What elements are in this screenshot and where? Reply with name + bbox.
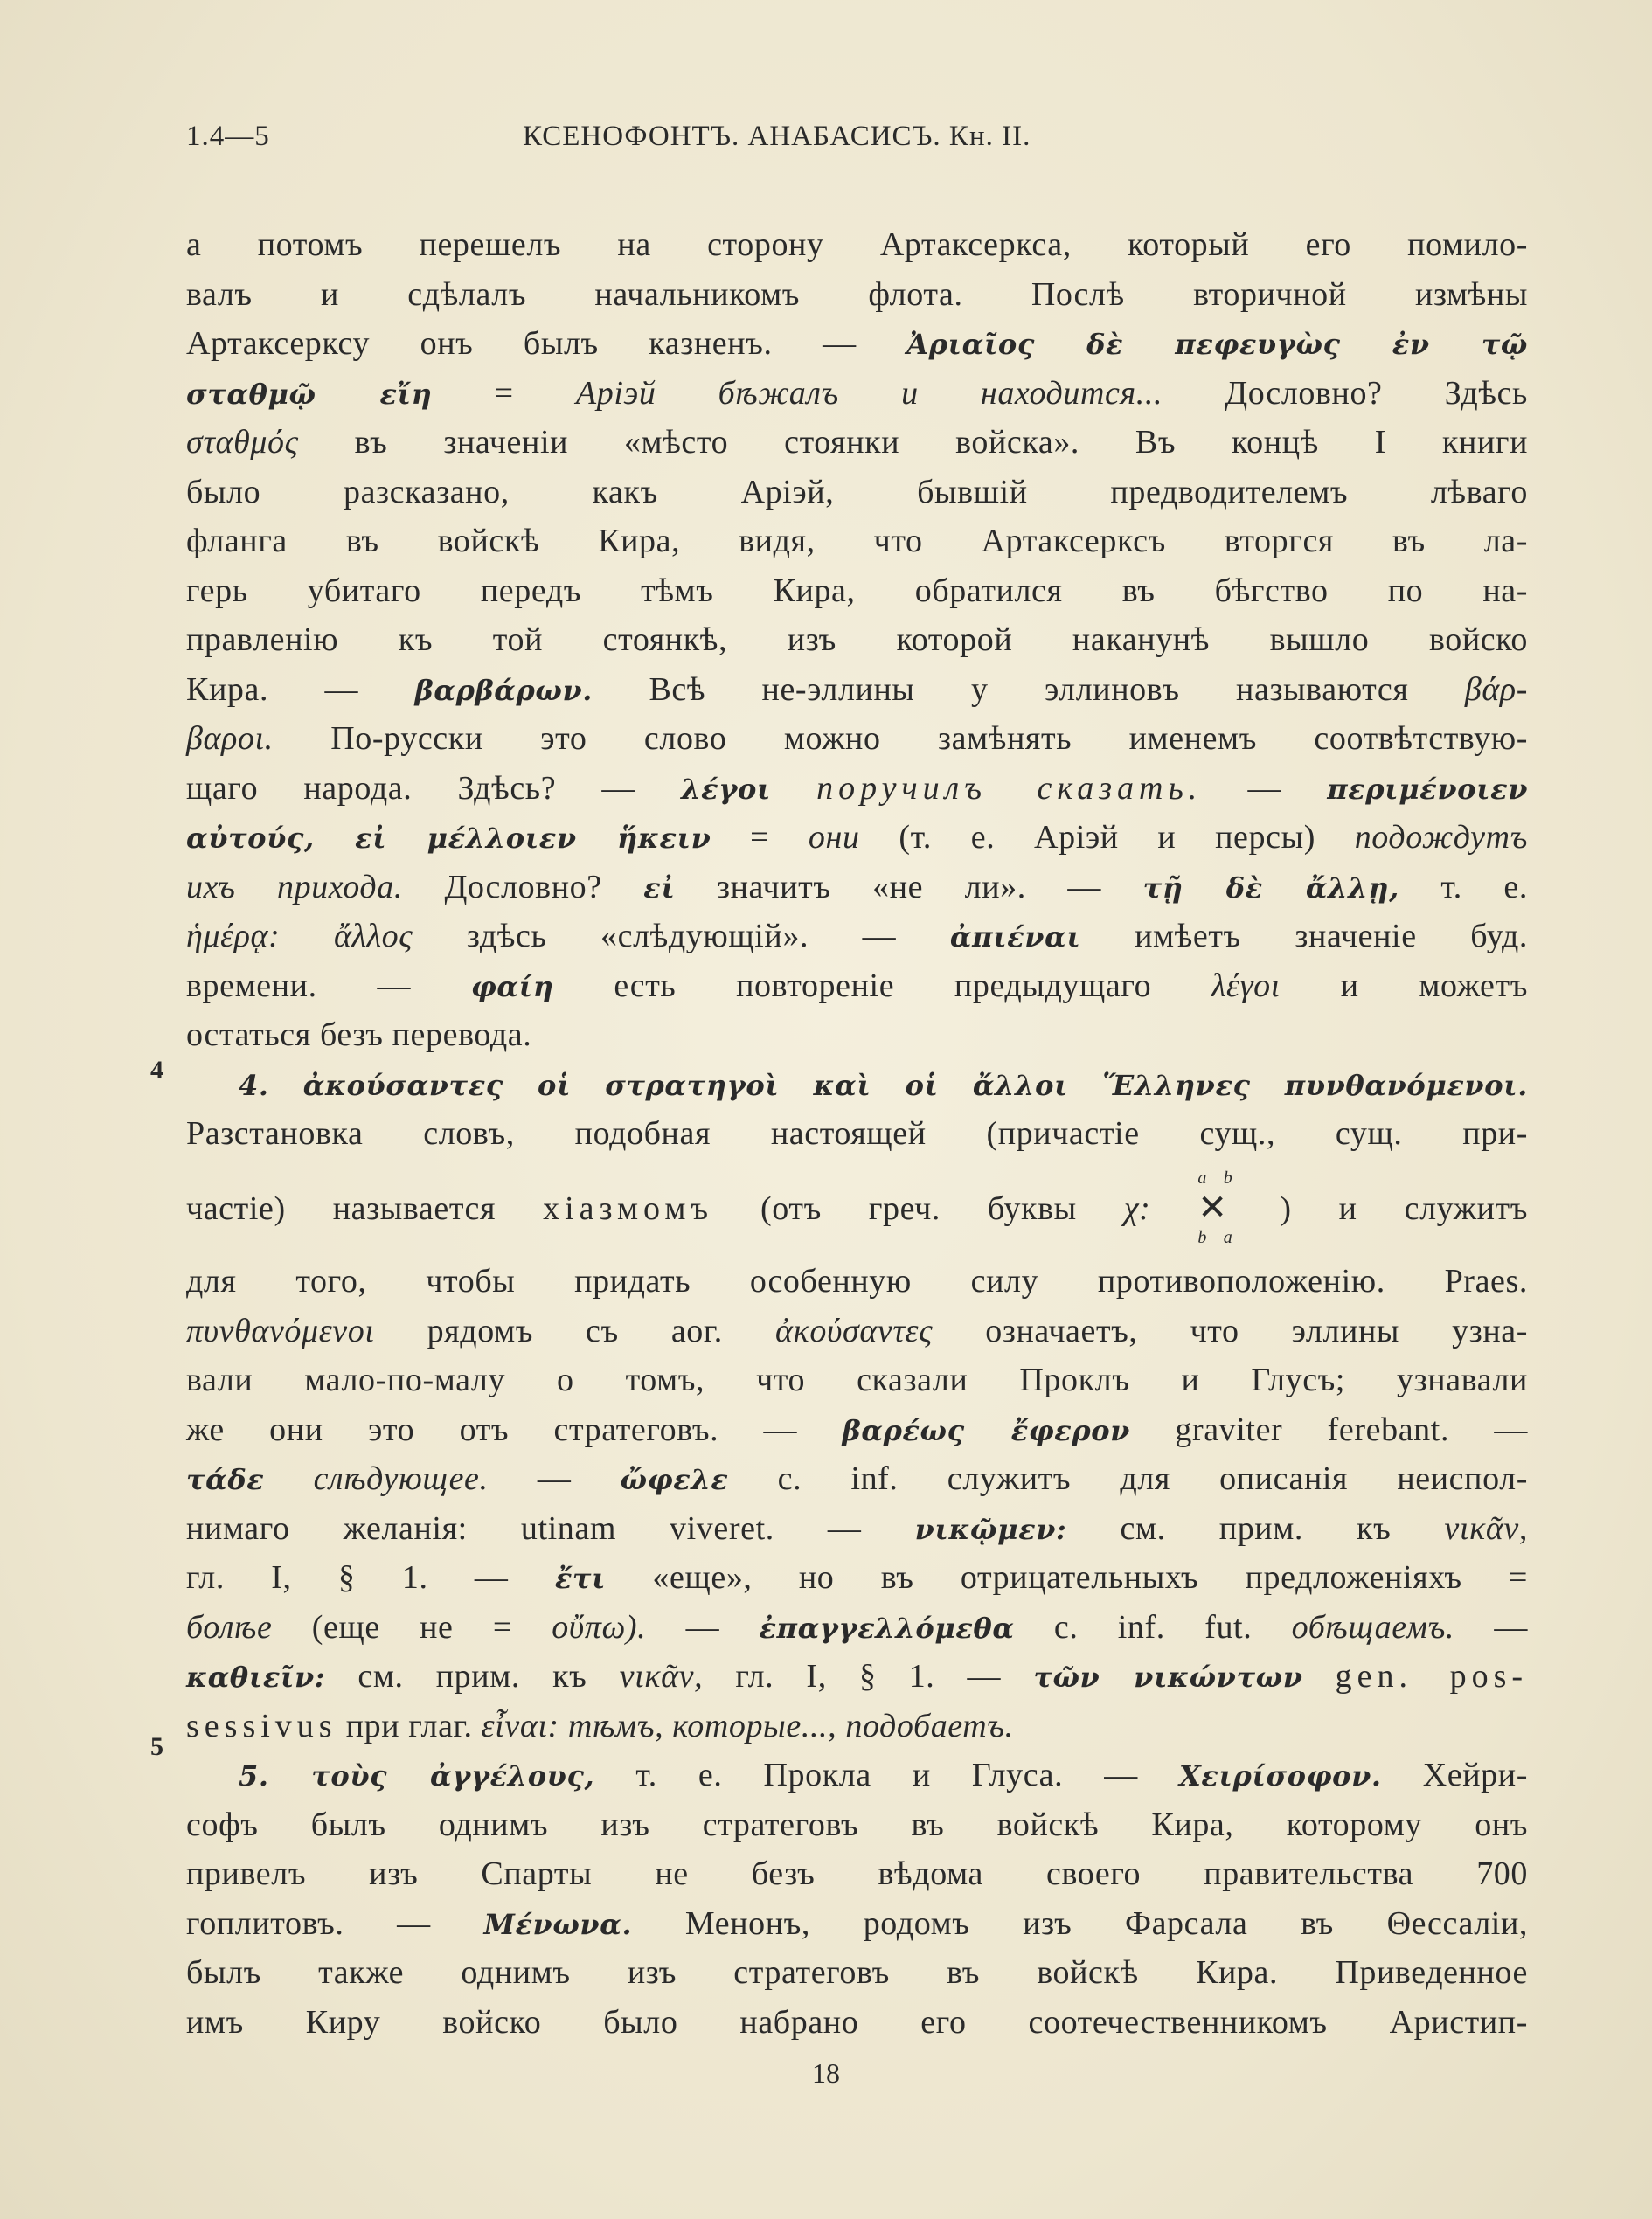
greek-quote: βαρβάρων.	[414, 673, 593, 707]
greek-word: πυνθανόμενοι	[186, 1312, 375, 1349]
chiasm-diagram: a b ✕ b a	[1197, 1168, 1233, 1247]
greek-quote: τῇ δὲ ἄλλῃ,	[1142, 870, 1399, 905]
greek-word: βαροι.	[186, 720, 274, 757]
greek-word: ἀκούσαντες	[774, 1312, 934, 1349]
text-line: Кира. — βαρβάρων. Всѣ не-эллины у эллиновъ называются βάρ-	[186, 670, 1528, 708]
running-title: КСЕНОФОНТЪ. АНАБАСИСЪ. Кн. II.	[523, 121, 1031, 152]
text-line: πυνθανόμενοι рядомъ съ аог. ἀκούσαντες означаетъ, что эллины узна-	[186, 1312, 1528, 1349]
greek-quote: φαίη	[470, 969, 554, 1003]
term: хіазмомъ	[543, 1189, 714, 1227]
text-line	[186, 1060, 1528, 1110]
text-line: αὐτούς, εἰ μέλλοιεν ἥκειν = они (т. е. Аріэй и персы) подождутъ	[186, 819, 1528, 856]
greek-word: ἡμέρᾳ: ἄλλος	[186, 918, 413, 954]
text-line: а потомъ перешелъ на сторону Артаксеркса, который его помило-	[186, 226, 1528, 263]
greek-word: εἰ	[643, 870, 676, 905]
text-line: софъ былъ однимъ изъ стратеговъ въ войскѣ Кира, которому онъ	[186, 1806, 1528, 1843]
greek-quote: ἀπιέναι	[949, 920, 1081, 953]
text-line: τάδε слѣдующее. — ὤφελε с. inf. служитъ для описанія неиспол-	[186, 1460, 1529, 1497]
text-line: σταθμῷ εἴη = Аріэй бѣжалъ и находится... Дословно? Здѣсь	[186, 374, 1528, 412]
greek-quote: ἔτι	[554, 1562, 607, 1595]
text-line: вали мало-по-малу о томъ, что сказали Проклъ и Глусъ; узнавали	[186, 1362, 1528, 1398]
greek-word: οὔπω).	[552, 1608, 647, 1646]
greek-quote: αὐτούς, εἰ μέλλοιεν ἥκειν	[186, 822, 711, 855]
text-line: былъ также однимъ изъ стратеговъ въ войскѣ Кира. Приведенное	[186, 1954, 1528, 1991]
paragraph-number-4: 4	[150, 1056, 163, 1085]
page-header	[186, 121, 1541, 156]
text-line: Артаксерксу онъ былъ казненъ. — Ἀριαῖος δὲ πεφευγὼς ἐν τῷ	[186, 325, 1528, 362]
greek-quote: βαρέως ἔφερον	[842, 1413, 1130, 1447]
text-line: 5. τοὺς ἀγγέλους, т. е. Прокла и Глуса. — Χειρίσοφον. Хейри-	[239, 1757, 1528, 1793]
spacer	[186, 1232, 1528, 1257]
spacer	[186, 1159, 1528, 1183]
text-line: щаго народа. Здѣсь? — λέγοι поручилъ сказать. — περιμένοιεν	[186, 769, 1529, 807]
text-line: остаться безъ перевода.	[186, 1016, 532, 1053]
text-line: же они это отъ стратеговъ. — βαρέως ἔφερον graviter ferebant. —	[186, 1411, 1529, 1448]
greek-word: σταθμός	[186, 424, 299, 461]
translation: ихъ прихода.	[186, 868, 403, 905]
greek-quote: ἐπαγγελλόμεθα	[759, 1611, 1015, 1645]
text-line: гл. I, § 1. — ἔτι «еще», но въ отрицательныхъ предложеніяхъ =	[186, 1559, 1528, 1596]
text-line: болѣе (еще не = οὔπω). — ἐπαγγελλόμεθα с. inf. fut. обѣщаемъ. —	[186, 1608, 1528, 1646]
greek-word: νικᾶν,	[619, 1658, 704, 1695]
greek-quote: Χειρίσοφον.	[1178, 1759, 1382, 1793]
greek-lemma: 4. ἀκούσαντες οἱ στρατηγοὶ καὶ οἱ ἄλλοι Ἕλληνες πυνθανόμενοι.	[239, 1068, 1528, 1102]
text-line: времени. — φαίη есть повтореніе предыдущаго λέγοι и можетъ	[186, 967, 1528, 1004]
greek-word: λέγοι	[1211, 967, 1281, 1004]
text-line: герь убитаго передъ тѣмъ Кира, обратился въ бѣгство по на-	[186, 572, 1528, 609]
term: gen. pos-	[1335, 1658, 1529, 1695]
text-line: гоплитовъ. — Μένωνα. Менонъ, родомъ изъ Фарсала въ Θессаліи,	[186, 1904, 1528, 1942]
text-line: βαροι. По-русски это слово можно замѣнять именемъ соотвѣтствую-	[186, 720, 1528, 757]
translation: болѣе	[186, 1608, 273, 1646]
text-line: правленію къ той стоянкѣ, изъ которой наканунѣ вышло войско	[186, 621, 1528, 658]
greek-quote: περιμένοιεν	[1327, 772, 1529, 806]
text-line: σταθμός въ значеніи «мѣсто стоянки войска». Въ концѣ I книги	[186, 424, 1528, 461]
greek-quote: ὤφελε	[620, 1463, 729, 1496]
greek-word: βάρ-	[1464, 670, 1528, 708]
section-reference: 1.4—5	[186, 121, 270, 152]
greek-quote: Μένωνα.	[483, 1907, 633, 1941]
text-line: ἡμέρᾳ: ἄλλος здѣсь «слѣдующій». — ἀπιέναι имѣетъ значеніе буд.	[186, 918, 1529, 954]
text-line: было разсказано, какъ Аріэй, бывшій предводителемъ лѣваго	[186, 473, 1528, 510]
greek-word: νικᾶν,	[1444, 1509, 1528, 1547]
text-line: фланга въ войскѣ Кира, видя, что Артаксерксъ вторгся въ ла-	[186, 523, 1528, 559]
text-line: частіе) называется хіазмомъ (отъ греч. буквы χ: a b ✕ b a ) и служитъ	[186, 1168, 1528, 1247]
greek-quote: καθιεῖν:	[186, 1661, 326, 1694]
greek-quote: τάδε	[186, 1463, 265, 1496]
text-line: имъ Киру войско было набрано его соотечественникомъ Аристип-	[186, 2003, 1528, 2041]
text-line: sessivus при глаг. εἶναι: тѣмъ, которые..., подобаетъ.	[186, 1707, 1014, 1744]
greek-quote: σταθμῷ εἴη	[186, 377, 433, 411]
greek-quote: τῶν νικώντων	[1033, 1661, 1303, 1694]
greek-quote: λέγοι	[681, 772, 771, 806]
page-number: 18	[812, 2057, 840, 2089]
greek-word: εἶναι:	[481, 1707, 559, 1744]
term: sessivus	[186, 1707, 337, 1744]
text-line: валъ и сдѣлалъ начальникомъ флота. Послѣ вторичной измѣны	[186, 275, 1528, 313]
text-line: нимаго желанія: utinam viveret. — νικῷμεν: см. прим. къ νικᾶν,	[186, 1509, 1528, 1547]
translation: поручилъ сказать.	[816, 769, 1203, 807]
text-line: для того, чтобы придать особенную силу противоположенію. Praes.	[186, 1263, 1528, 1300]
text-line: привелъ изъ Спарты не безъ вѣдома своего правительства 700	[186, 1855, 1528, 1892]
paragraph-number-5: 5	[150, 1732, 163, 1761]
translation: слѣдующее.	[313, 1460, 489, 1497]
text-line: ихъ прихода. Дословно? εἰ значитъ «не ли». — τῇ δὲ ἄλλῃ, т. е.	[186, 868, 1528, 905]
greek-quote: νικῷμεν:	[914, 1512, 1067, 1546]
commentary-text	[186, 220, 1528, 2047]
text-line: καθιεῖν: см. прим. къ νικᾶν, гл. I, § 1. — τῶν νικώντων gen. pos-	[186, 1658, 1529, 1695]
translation: тѣмъ, которые..., подобаетъ.	[567, 1707, 1014, 1744]
text-line: Разстановка словъ, подобная настоящей (причастіе сущ., сущ. при-	[186, 1115, 1528, 1152]
translation: Аріэй бѣжалъ и находится...	[575, 374, 1163, 412]
translation: они	[808, 819, 860, 856]
translation: подождутъ	[1354, 819, 1528, 856]
translation: обѣщаемъ.	[1291, 1608, 1455, 1646]
greek-quote: Ἀριαῖος δὲ πεφευγὼς ἐν τῷ	[906, 328, 1528, 361]
greek-lemma: 5. τοὺς ἀγγέλους,	[239, 1759, 595, 1793]
greek-letter: χ:	[1123, 1189, 1151, 1227]
